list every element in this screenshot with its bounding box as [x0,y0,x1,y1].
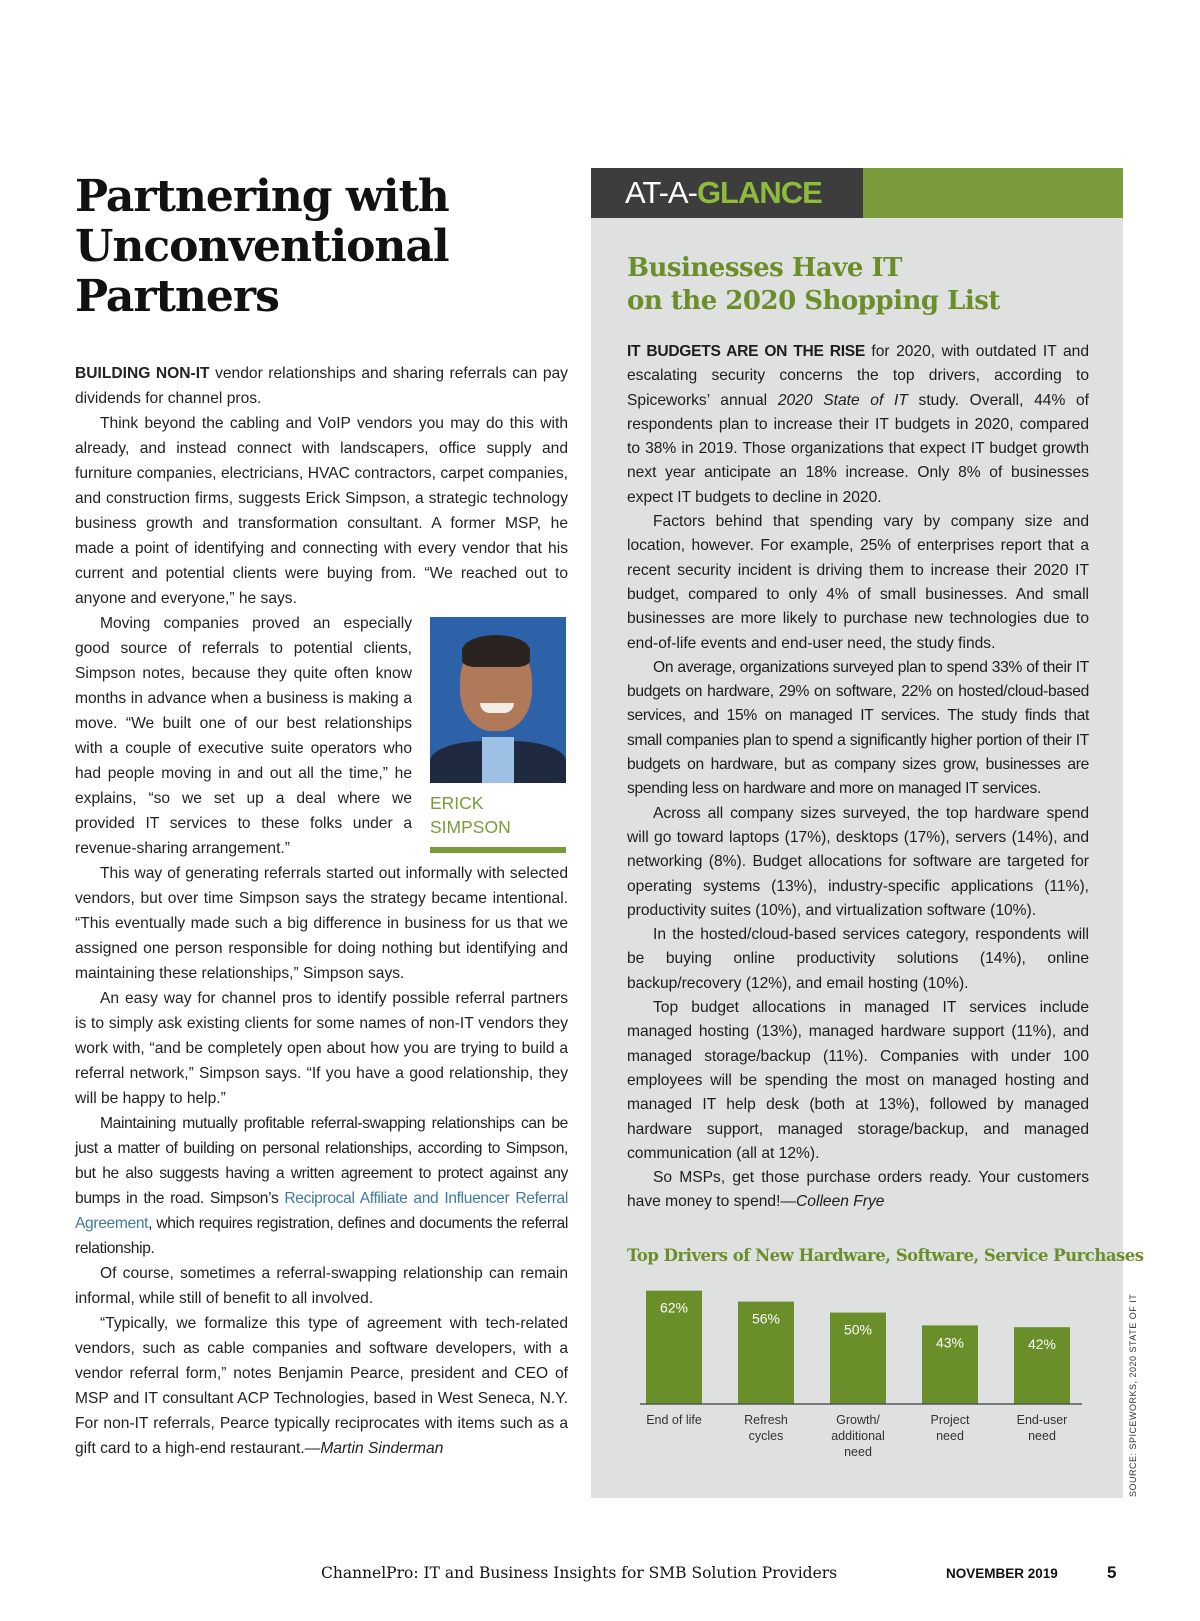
lead-in: BUILDING NON-IT [75,365,210,382]
caption-last-name: SIMPSON [430,817,511,837]
footer-date: NOVEMBER 2019 [946,1566,1058,1581]
article-paragraph: An easy way for channel pros to identify possible referral partners is to simply ask existing clients for some names of non-IT vendors they work with, “and be completely open about how you are trying to build a referral network,” Simpson says. “If you have a good relationship, they will be happy to help.” [75,990,568,1107]
caption-first-name: ERICK [430,793,484,813]
chart-title: Top Drivers of New Hardware, Software, Service Purchases [627,1246,1144,1265]
sidebar-title [627,252,1097,318]
bar-value-label: 62% [659,1299,689,1316]
headline-line: Partnering with [75,171,449,222]
category-label: Project [930,1413,970,1427]
paragraph-text: vendor relationships and sharing referrals can pay dividends for channel pros. [75,365,568,407]
agreement-link[interactable]: Reciprocal Affiliate and Influencer Referral Agreement [75,1190,568,1232]
category-label: cycles [748,1429,784,1443]
bar-value-label: 50% [843,1321,873,1338]
page-number: 5 [1107,1563,1117,1582]
category-label: need [1028,1429,1056,1443]
lead-in: IT BUDGETS ARE ON THE RISE [627,343,865,360]
sidebar-title-line: Businesses Have IT [627,253,902,283]
category-label: need [844,1445,872,1459]
source-note: SOURCE: SPICEWORKS, 2020 STATE OF IT [1128,1293,1138,1497]
category-label: need [936,1429,964,1443]
sidebar-body [627,340,1089,1215]
article-paragraph [75,1111,568,1261]
category-label: End-user [1016,1413,1068,1427]
paragraph-text: for 2020, with outdated IT and escalating security concerns the top drivers, according to Spiceworks’ annual [627,343,1089,409]
sidebar-paragraph: Factors behind that spending vary by company size and location, however. For example, 25% of enterprises report that a recent security incident is driving them to increase their 2020 IT budget, compared to only 4% of small businesses. And small businesses are more likely to purchase new technologies due to end-of-life events and end-user need, the study finds. [627,513,1089,652]
photo-wrap-block [75,611,568,986]
article-paragraph [75,1311,568,1461]
article-paragraph: Of course, sometimes a referral-swapping relationship can remain informal, while still of benefit to all involved. [75,1265,568,1307]
article-byline: —Martin Sinderman [304,1440,444,1457]
study-title: 2020 State of IT [777,391,908,409]
sidebar-paragraph: In the hosted/cloud-based services category, respondents will be buying online productivity solutions (14%), online backup/recovery (12%), and email hosting (10%). [627,926,1089,992]
photo-caption [430,791,568,839]
paragraph-text: So MSPs, get those purchase orders ready. Your customers have money to spend! [627,1169,1089,1211]
banner-label-white: AT-A- [625,175,697,210]
article-headline [75,172,568,322]
sidebar-paragraph [627,340,1089,510]
paragraph-text: study. Overall, 44% of respondents plan to increase their IT budgets in 2020, compared to 38% in 2019. Those organizations that expect IT budget growth next year anticipate an 18% increase. Only 8% of businesses expect IT budgets to decline in 2020. [627,391,1089,506]
photo-box [430,617,568,853]
headline-line: Partners [75,271,279,322]
bar-value-label: 42% [1027,1336,1057,1353]
bar-chart [591,1268,1123,1488]
sidebar-byline: —Colleen Frye [780,1193,885,1211]
category-label: Refresh [744,1413,788,1427]
category-label: Growth/ [836,1413,880,1427]
article-paragraph: Think beyond the cabling and VoIP vendors you may do this with already, and instead connect with landscapers, office supply and furniture companies, electricians, HVAC contractors, carpet companies, and construction firms, suggests Erick Simpson, a strategic technology business growth and transformation consultant. A former MSP, he made a point of identifying and connecting with every vendor that his current and potential clients were buying from. “We reached out to anyone and everyone,” he says. [75,415,568,607]
caption-rule [430,847,566,853]
paragraph-text: “Typically, we formalize this type of agreement with tech-related vendors, such as cable companies and software developers, with a vendor referral form,” notes Benjamin Pearce, president and CEO of MSP and IT consultant ACP Technologies, based in West Seneca, N.Y. For non-IT referrals, Pearce typically reciprocates with items such as a gift card to a high-end restaurant. [75,1315,568,1457]
sidebar-paragraph: On average, organizations surveyed plan to spend 33% of their IT budgets on hardware, 29% on software, 22% on hosted/cloud-based services, and 15% on managed IT services. The study finds that small companies plan to spend a significantly higher portion of their IT budgets on hardware, but as company sizes grow, businesses are spending less on hardware and more on managed IT services. [627,658,1089,798]
article-paragraph: This way of generating referrals started out informally with selected vendors, but over time Simpson says the strategy became intentional. “This eventually made such a big difference in business for us that we assigned one person responsible for doing nothing but identifying and maintaining these relationships,” Simpson says. [75,865,568,982]
sidebar-paragraph: Top budget allocations in managed IT services include managed hosting (13%), managed hardware support (11%), and managed storage/backup (11%). Companies with under 100 employees will be spending the most on managed hosting and managed IT help desk (both at 13%), followed by managed hardware support, managed storage/backup, and managed communication (all at 12%). [627,999,1089,1162]
at-a-glance-banner [591,168,1123,218]
paragraph-text: Maintaining mutually profitable referral-swapping relationships can be just a matter of building on personal relationships, according to Simpson, but he also suggests having a written agreement to protect against any bumps in the road. Simpson’s [75,1115,568,1207]
sidebar-title-line: on the 2020 Shopping List [627,286,1000,316]
sidebar-paragraph: Across all company sizes surveyed, the top hardware spend will go toward laptops (17%), desktops (17%), servers (14%), and networking (8%). Budget allocations for software are targeted for operating systems (13%), industry-specific applications (11%), productivity suites (10%), and virtualization software (10%). [627,804,1089,919]
portrait-photo [430,617,566,783]
article-paragraph [75,361,568,411]
article-paragraph: Moving companies proved an especially good source of referrals to potential clients, Simpson notes, because they quite often know months in advance when a business is making a move. “We built one of our best relationships with a couple of executive suite operators who had people moving in and out all the time,” he explains, “so we set up a deal where we provided IT services to these folks under a revenue-sharing arrangement.” [75,615,412,857]
paragraph-text: , which requires registration, defines and documents the referral relationship. [75,1215,568,1257]
banner-label [625,176,822,210]
sidebar-paragraph [627,1166,1089,1215]
article [75,172,568,1461]
headline-line: Unconventional [75,221,449,272]
banner-label-green: GLANCE [696,175,822,210]
article-body [75,361,568,1461]
category-label: additional [831,1429,885,1443]
category-label: End of life [646,1413,702,1427]
footer-publication: ChannelPro: IT and Business Insights for SMB Solution Providers [321,1564,838,1582]
bar-value-label: 43% [935,1334,965,1351]
bar-value-label: 56% [751,1310,781,1327]
